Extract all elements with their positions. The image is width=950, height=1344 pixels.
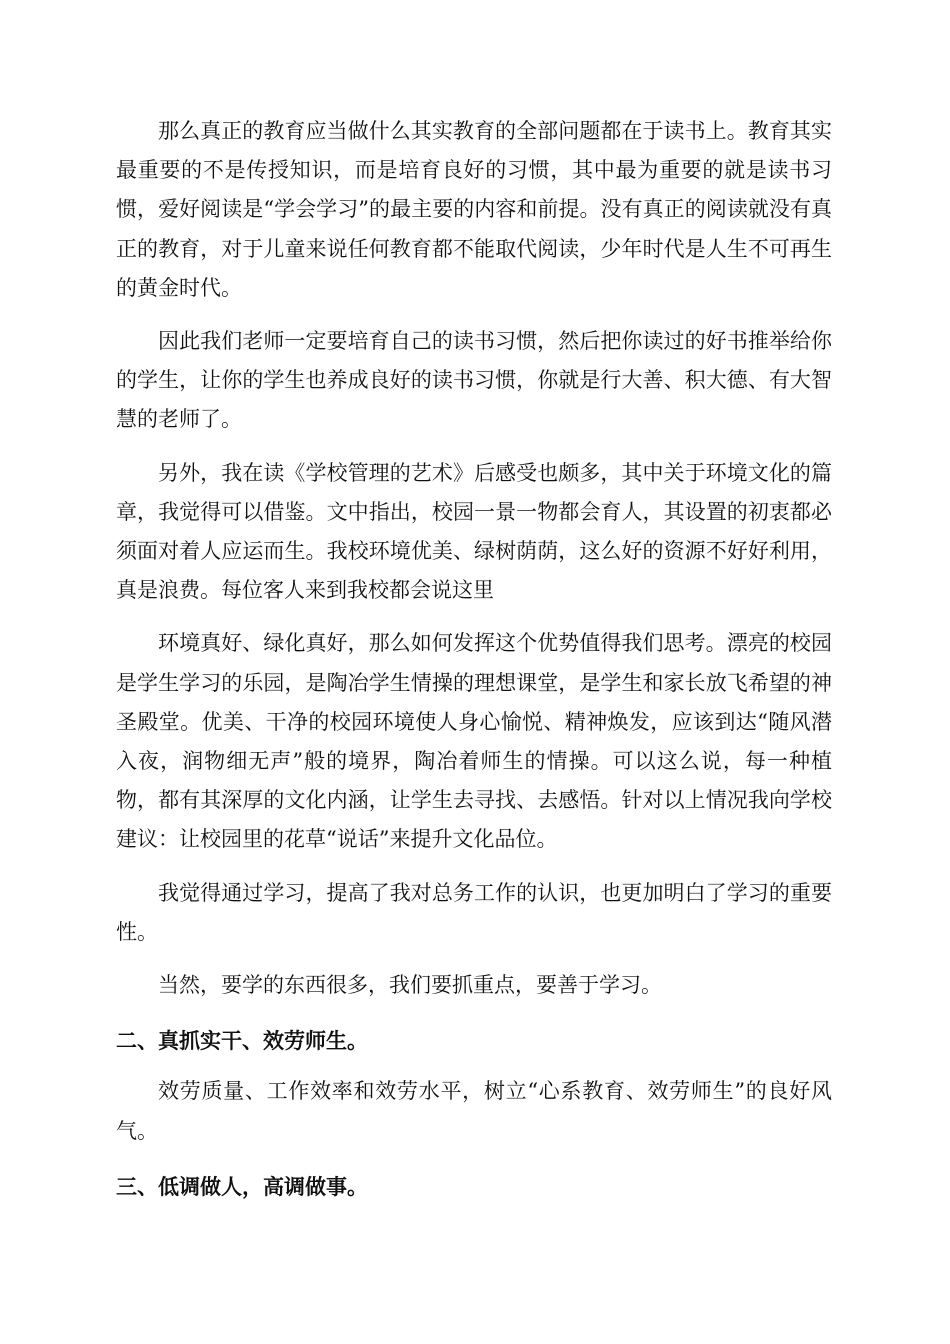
paragraph-reading-education: 那么真正的教育应当做什么其实教育的全部问题都在于读书上。教育其实最重要的不是传授知识，而是培育良好的习惯，其中最为重要的就是读书习惯，爱好阅读是“学会学习”的最主要的内容和前提。没有真正的阅读就没有真正的教育，对于儿童来说任何教育都不能取代阅读，少年时代是人生不可再生的黄金时代。 — [116, 119, 832, 300]
section-heading-2: 二、真抓实干、效劳师生。 — [116, 1028, 368, 1054]
paragraph-service-quality: 效劳质量、工作效率和效劳水平，树立“心系教育、效劳师生”的良好风气。 — [116, 1079, 832, 1143]
section-heading-3: 三、低调做人，高调做事。 — [116, 1173, 368, 1199]
paragraph-learning-importance: 我觉得通过学习，提高了我对总务工作的认识，也更加明白了学习的重要性。 — [116, 880, 832, 944]
paragraph-environment-culture: 另外，我在读《学校管理的艺术》后感受也颇多，其中关于环境文化的篇章，我觉得可以借鉴。文中指出，校园一景一物都会育人，其设置的初衷都必须面对着人应运而生。我校环境优美、绿树荫荫，这么好的资源不好好利用，真是浪费。每位客人来到我校都会说这里 — [116, 460, 832, 603]
paragraph-teacher-reading-habit: 因此我们老师一定要培育自己的读书习惯，然后把你读过的好书推举给你的学生，让你的学生也养成良好的读书习惯，你就是行大善、积大德、有大智慧的老师了。 — [116, 329, 832, 432]
paragraph-campus-environment: 环境真好、绿化真好，那么如何发挥这个优势值得我们思考。漂亮的校园是学生学习的乐园，是陶冶学生情操的理想课堂，是学生和家长放飞希望的神圣殿堂。优美、干净的校园环境使人身心愉悦、精神焕发，应该到达“随风潜入夜，润物细无声”般的境界，陶冶着师生的情操。可以这么说，每一种植物，都有其深厚的文化内涵，让学生去寻找、去感悟。针对以上情况我向学校建议：让校园里的花草“说话”来提升文化品位。 — [116, 631, 832, 852]
paragraph-learn-key-points: 当然，要学的东西很多，我们要抓重点，要善于学习。 — [158, 973, 662, 998]
document-body — [116, 112, 832, 1206]
